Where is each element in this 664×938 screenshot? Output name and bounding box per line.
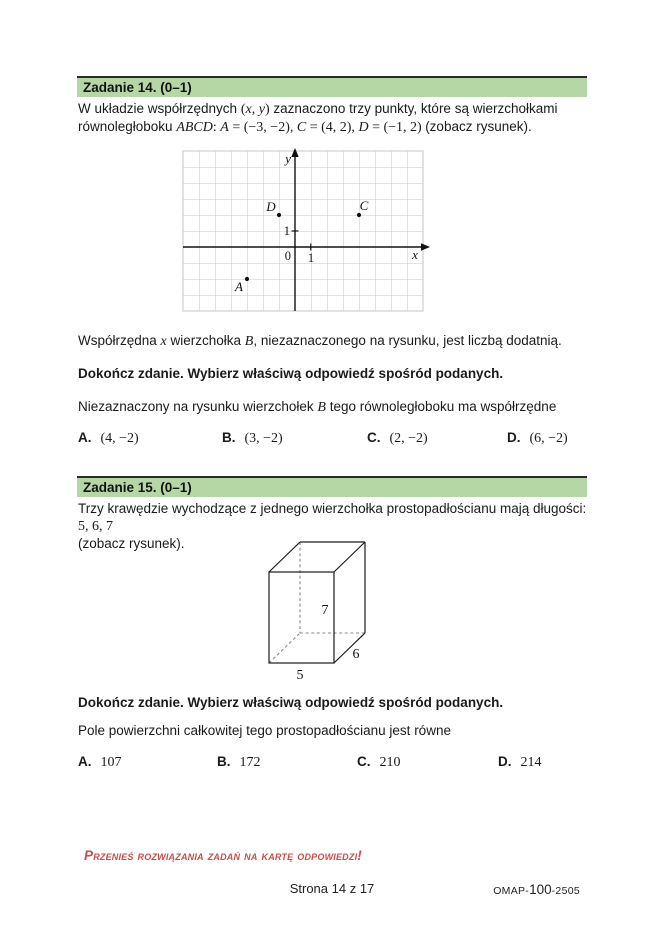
cuboid-height-label: 7 <box>321 603 329 618</box>
task15-header: Zadanie 15. (0–1) <box>83 480 192 495</box>
point-a-dot <box>245 277 249 281</box>
task15-answers <box>78 754 590 771</box>
math-var-abcd: ABCD <box>176 120 213 135</box>
answer-letter: A. <box>78 754 92 769</box>
text-run: wierzchołka <box>166 333 245 348</box>
math-var-x: x <box>160 334 167 349</box>
math-var-c: C <box>296 120 307 135</box>
grid <box>183 151 423 311</box>
code-suffix: -2505 <box>551 885 580 897</box>
answer-letter: A. <box>78 430 92 445</box>
task14-statement <box>78 332 594 350</box>
task15-header-bar <box>77 476 587 497</box>
math-var-y: y <box>258 102 265 117</box>
math-paren: ) <box>264 102 270 117</box>
coordinate-grid-figure <box>180 146 432 321</box>
answer-letter: B. <box>222 430 236 445</box>
cuboid-top-left-depth-edge <box>269 542 300 572</box>
text-run: Trzy krawędzie wychodzące z jednego wierzchołka prostopadłościanu mają długości: <box>78 501 587 516</box>
x-axis-arrowhead <box>421 243 430 250</box>
task15-intro-line1 <box>78 500 598 535</box>
answer-value: (6, −2) <box>529 431 568 446</box>
answer-letter: D. <box>507 430 521 445</box>
task15-answer-c <box>357 754 498 771</box>
task14-prompt: Dokończ zdanie. Wybierz właściwą odpowiedź spośród podanych. <box>78 366 504 381</box>
answer-letter: C. <box>357 754 371 769</box>
point-a-label: A <box>235 279 243 294</box>
text-run: (zobacz rysunek). <box>78 536 185 551</box>
answer-value: 107 <box>100 755 122 770</box>
task15-statement: Pole powierzchni całkowitej tego prostopadłościanu jest równe <box>78 723 451 738</box>
task14-intro-line2 <box>78 118 594 136</box>
task14-answer-c <box>367 430 507 447</box>
cuboid-top-right-depth-edge <box>334 542 365 572</box>
answer-letter: B. <box>217 754 231 769</box>
x-axis-label: x <box>412 247 418 262</box>
task14-header: Zadanie 14. (0–1) <box>83 80 192 95</box>
text-run: tego równoległoboku ma współrzędne <box>325 399 557 414</box>
point-c-dot <box>357 213 361 217</box>
y-axis-label: y <box>285 151 291 166</box>
text-run: Niezaznaczony na rysunku wierzchołek <box>78 399 318 414</box>
text-run: (zobacz rysunek). <box>425 119 532 134</box>
task14-answer-d <box>507 430 590 447</box>
answer-value: (4, −2) <box>100 431 139 446</box>
task14-answer-a <box>78 430 222 447</box>
text-run: W układzie współrzędnych <box>78 101 241 116</box>
task14-question <box>78 398 594 416</box>
text-run: równoległoboku <box>78 119 177 134</box>
answer-value: 172 <box>239 755 261 770</box>
text-run: Współrzędna <box>78 333 161 348</box>
transfer-answers-notice: Przenieś rozwiązania zadań na kartę odpowiedzi! <box>84 848 362 863</box>
exam-sheet-code <box>493 882 580 897</box>
task15-answer-b <box>217 754 357 771</box>
answer-value: (3, −2) <box>244 431 283 446</box>
cuboid-bottom-right-depth-edge <box>334 633 365 663</box>
point-d-label: D <box>266 199 276 214</box>
cuboid-figure <box>255 533 385 690</box>
code-mid: 100 <box>529 882 552 897</box>
math-var-a: A <box>220 120 229 135</box>
math-var-x: x <box>245 102 252 117</box>
cuboid-svg <box>255 533 385 685</box>
math-lengths: 5, 6, 7 <box>78 519 113 534</box>
math-coords-a: = (−3, −2), <box>228 120 297 135</box>
math-var-b: B <box>244 334 254 349</box>
math-var-b: B <box>317 400 326 415</box>
x-tick-label: 1 <box>307 251 315 265</box>
math-paren: ( <box>240 102 246 117</box>
text-run: zaznaczono trzy punkty, które są wierzchołkami <box>269 101 558 116</box>
code-prefix: OMAP- <box>493 885 530 897</box>
page-number: Strona 14 z 17 <box>289 881 375 896</box>
math-var-d: D <box>358 120 369 135</box>
math-coords-c: = (4, 2), <box>306 120 359 135</box>
cuboid-width-label: 5 <box>296 668 304 683</box>
point-c-label: C <box>359 198 369 213</box>
answer-value: 210 <box>379 755 401 770</box>
task14-intro-line1 <box>78 100 594 118</box>
task15-answer-d <box>498 754 590 771</box>
task15-answer-a <box>78 754 217 771</box>
y-tick-label: 1 <box>283 224 290 238</box>
task14-header-bar <box>77 76 587 97</box>
origin-label: 0 <box>284 249 291 263</box>
math-colon: : <box>212 120 221 135</box>
answer-letter: D. <box>498 754 512 769</box>
task14-intro <box>78 100 594 136</box>
answer-letter: C. <box>367 430 381 445</box>
point-d-dot <box>277 213 281 217</box>
answer-value: (2, −2) <box>389 431 428 446</box>
task14-answers <box>78 430 590 447</box>
cuboid-hidden-left-depth-edge <box>269 633 300 663</box>
text-run: , niezaznaczonego na rysunku, jest liczbą dodatnią. <box>253 333 562 348</box>
math-comma: , <box>251 102 259 117</box>
task14-answer-b <box>222 430 367 447</box>
answer-value: 214 <box>520 755 542 770</box>
cuboid-depth-label: 6 <box>352 647 360 662</box>
task15-prompt: Dokończ zdanie. Wybierz właściwą odpowiedź spośród podanych. <box>78 695 504 710</box>
coordinate-grid-svg <box>180 146 432 316</box>
math-coords-d: = (−1, 2) <box>368 120 426 135</box>
